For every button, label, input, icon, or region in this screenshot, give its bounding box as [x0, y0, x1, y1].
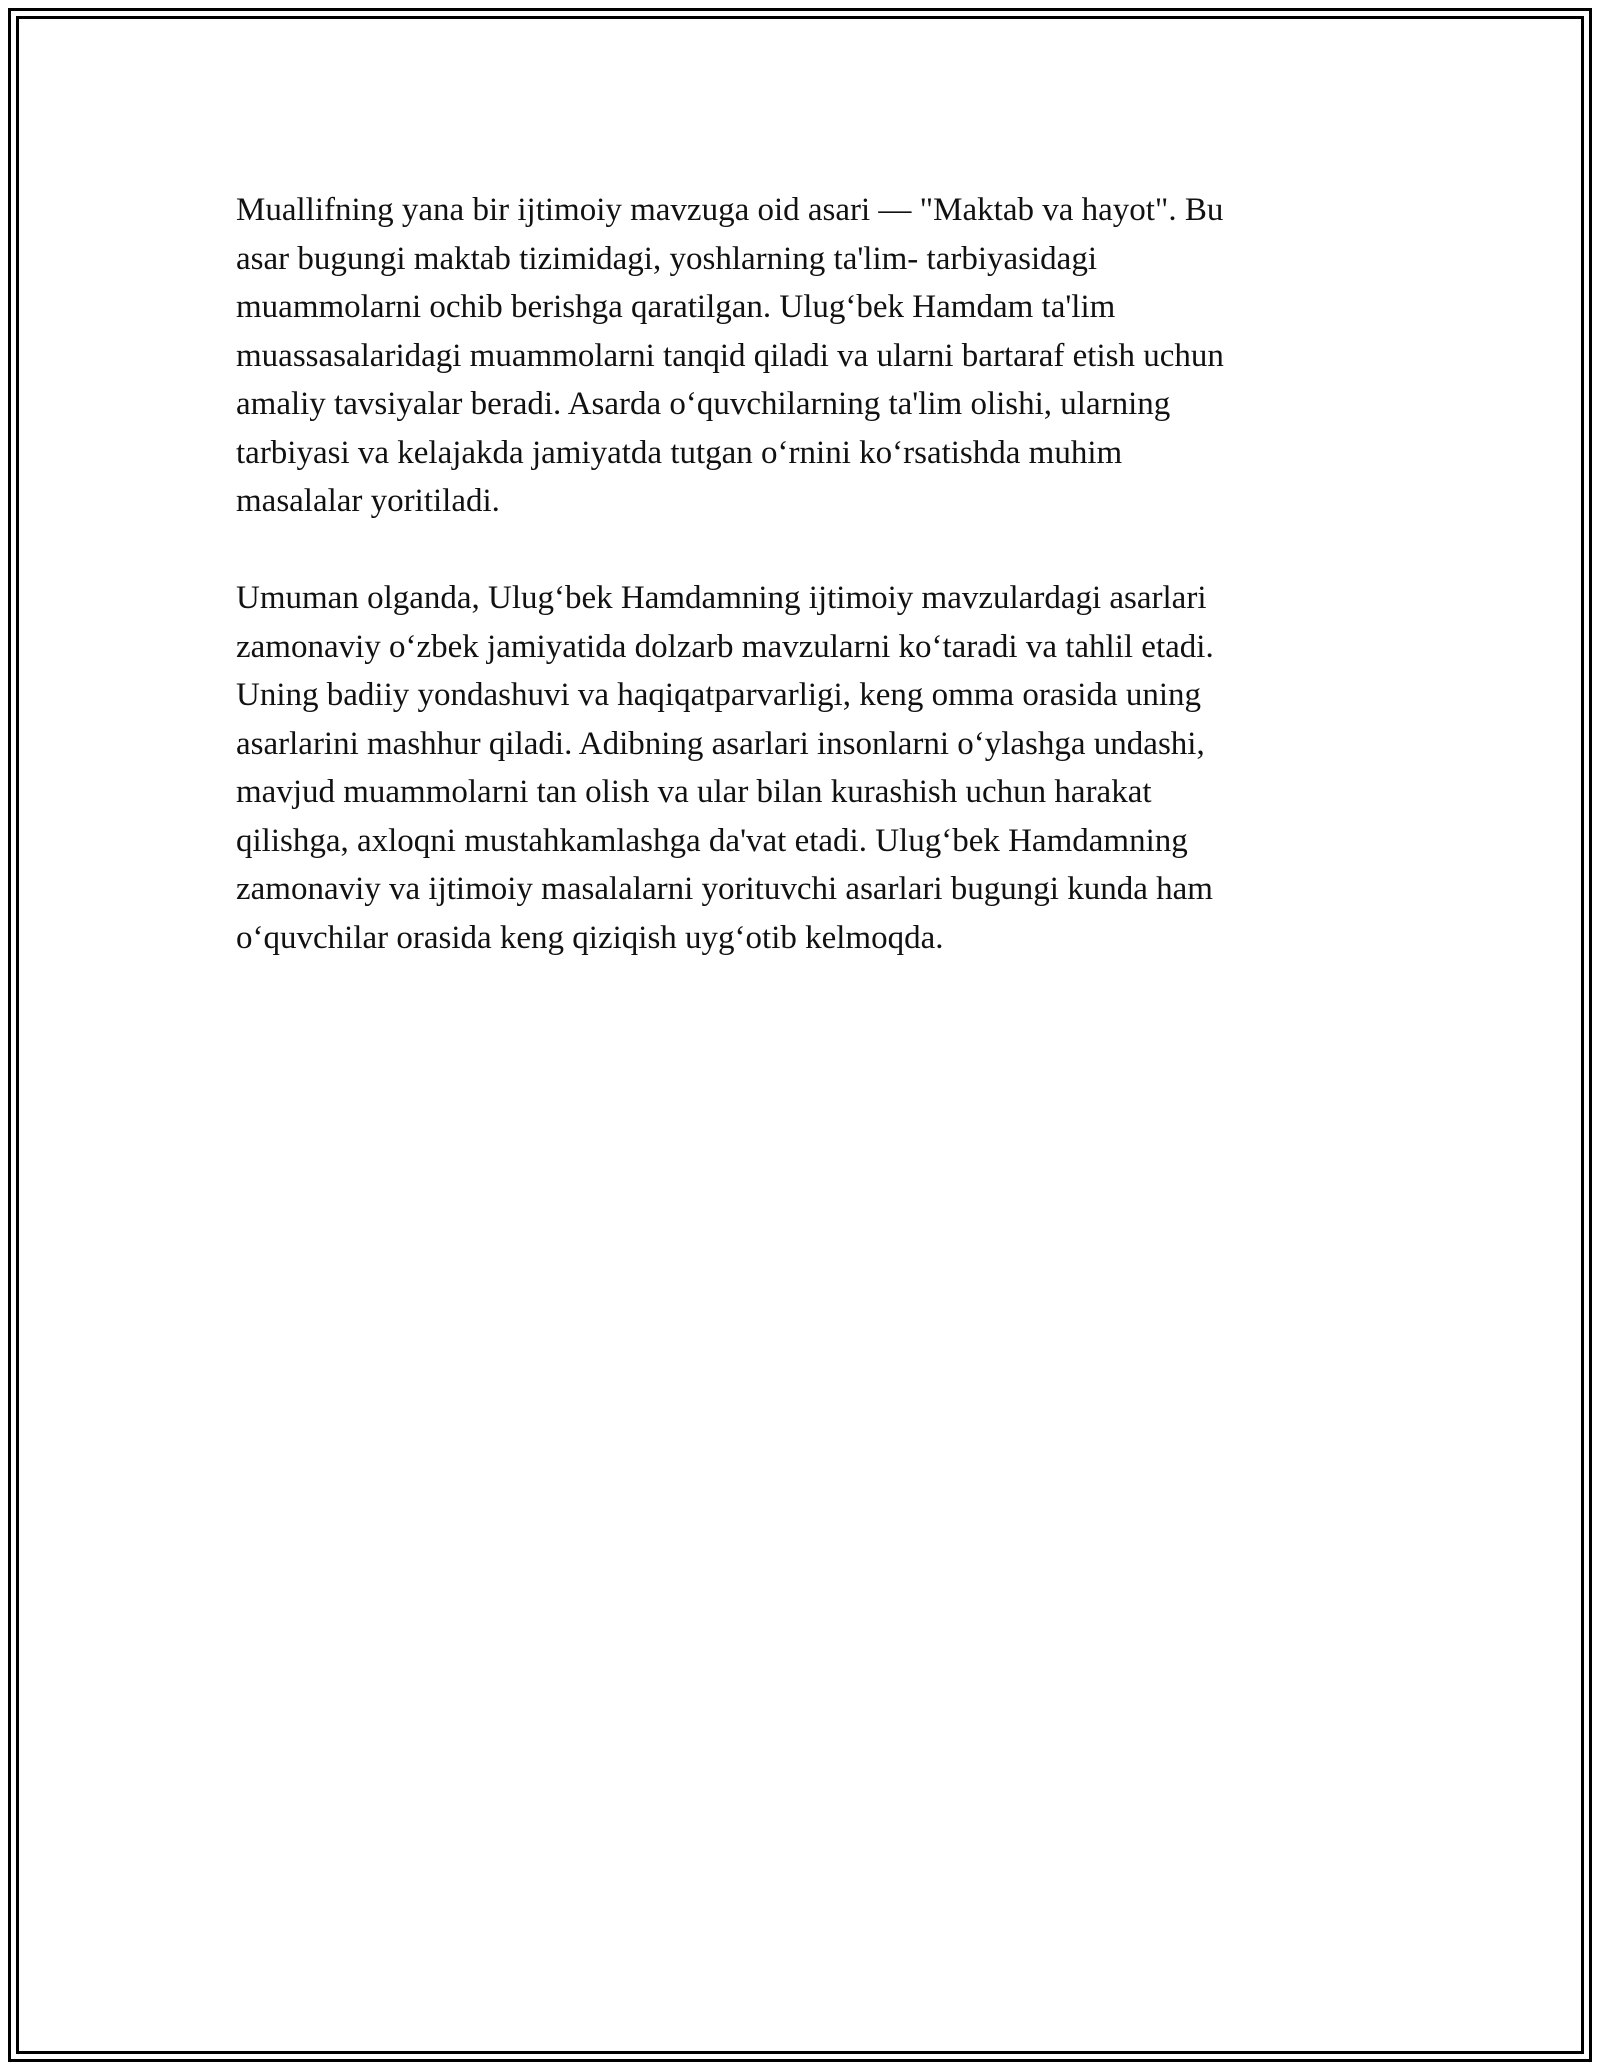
document-body: [236, 186, 1356, 1011]
text-line: muammolarni ochib berishga qaratilgan. Ulug‘bek Hamdam ta'lim: [236, 289, 1116, 325]
text-line: zamonaviy va ijtimoiy masalalarni yorituvchi asarlari bugungi kunda ham: [236, 871, 1213, 907]
text-line: o‘quvchilar orasida keng qiziqish uyg‘otib kelmoqda.: [236, 919, 944, 956]
text-line: masalalar yoritiladi.: [236, 483, 500, 519]
text-line: amaliy tavsiyalar beradi. Asarda o‘quvchilarning ta'lim olishi, ularning: [236, 386, 1171, 422]
text-line: zamonaviy o‘zbek jamiyatida dolzarb mavzularni ko‘taradi va tahlil etadi.: [236, 628, 1214, 665]
text-line: Muallifning yana bir ijtimoiy mavzuga oid asari — "Maktab va hayot". Bu: [236, 192, 1224, 228]
text-line: Uning badiiy yondashuvi va haqiqatparvarligi, keng omma orasida uning: [236, 677, 1202, 713]
text-line: qilishga, axloqni mustahkamlashga da'vat etadi. Ulug‘bek Hamdamning: [236, 822, 1188, 859]
text-line: Umuman olganda, Ulug‘bek Hamdamning ijtimoiy mavzulardagi asarlari: [236, 580, 1207, 616]
text-line: asarlarini mashhur qiladi. Adibning asarlari insonlarni o‘ylashga undashi,: [236, 725, 1205, 762]
text-line: mavjud muammolarni tan olish va ular bilan kurashish uchun harakat: [236, 774, 1152, 810]
text-line: muassasalaridagi muammolarni tanqid qiladi va ularni bartaraf etish uchun: [236, 337, 1224, 374]
text-line: asar bugungi maktab tizimidagi, yoshlarning ta'lim- tarbiyasidagi: [236, 240, 1097, 277]
text-line: tarbiyasi va kelajakda jamiyatda tutgan o‘rnini ko‘rsatishda muhim: [236, 434, 1123, 471]
paragraph-2: [236, 574, 1356, 962]
paragraph-1: [236, 186, 1356, 526]
